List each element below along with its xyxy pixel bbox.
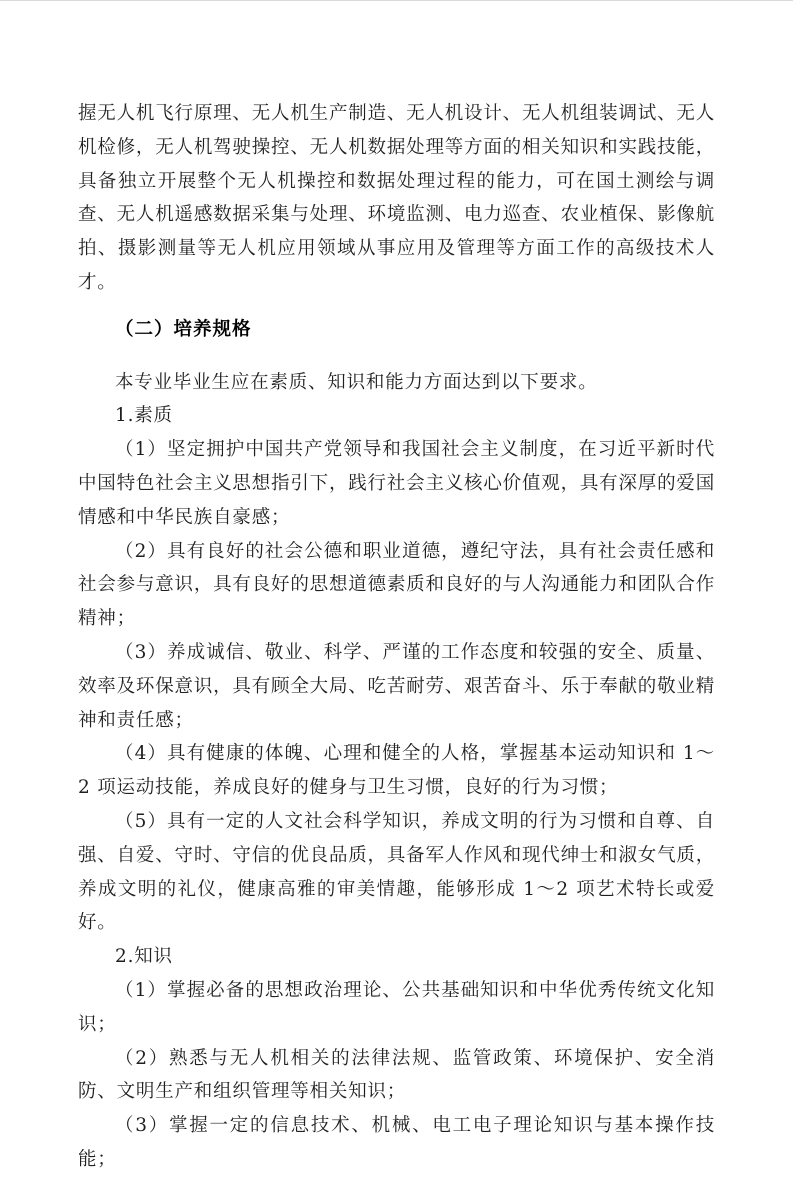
- quality-item-3: （3）养成诚信、敬业、科学、严谨的工作态度和较强的安全、质量、效率及环保意识，具有顾全大局、吃苦耐劳、艰苦奋斗、乐于奉献的敬业精神和责任感；: [78, 641, 715, 731]
- knowledge-item-2: （2）熟悉与无人机相关的法律法规、监管政策、环境保护、安全消防、文明生产和组织管理等相关知识；: [78, 1047, 715, 1103]
- quality-item-4: （4）具有健康的体魄、心理和健全的人格，掌握基本运动知识和 1～2 项运动技能，养成良好的健身与卫生习惯，良好的行为习惯；: [78, 743, 715, 799]
- quality-item-2: （2）具有良好的社会公德和职业道德，遵纪守法，具有社会责任感和社会参与意识，具有良好的思想道德素质和良好的与人沟通能力和团队合作精神；: [78, 540, 715, 630]
- continuation-paragraph: 握无人机飞行原理、无人机生产制造、无人机设计、无人机组装调试、无人机检修，无人机驾驶操控、无人机数据处理等方面的相关知识和实践技能，具备独立开展整个无人机操控和数据处理过程的能力，可在国土测绘与调查、无人机遥感数据采集与处理、环境监测、电力巡查、农业植保、影像航拍、摄影测量等无人机应用领域从事应用及管理等方面工作的高级技术人才。: [78, 103, 715, 293]
- quality-item-1: （1）坚定拥护中国共产党领导和我国社会主义制度，在习近平新时代中国特色社会主义思想指引下，践行社会主义核心价值观，具有深厚的爱国情感和中华民族自豪感；: [78, 439, 715, 528]
- subsection-title-quality: 1.素质: [115, 405, 173, 427]
- document-content: [0, 1, 793, 1177]
- knowledge-item-1: （1）掌握必备的思想政治理论、公共基础知识和中华优秀传统文化知识；: [78, 979, 715, 1035]
- section-heading: （二）培养规格: [115, 318, 252, 340]
- intro-paragraph: 本专业毕业生应在素质、知识和能力方面达到以下要求。: [115, 371, 598, 393]
- subsection-title-knowledge: 2.知识: [115, 946, 173, 968]
- quality-item-5: （5）具有一定的人文社会科学知识，养成文明的行为习惯和自尊、自强、自爱、守时、守信的优良品质，具备军人作风和现代绅士和淑女气质，养成文明的礼仪，健康高雅的审美情趣，能够形成 1～2 项艺术特长或爱好。: [78, 810, 715, 934]
- knowledge-item-3: （3）掌握一定的信息技术、机械、电工电子理论知识与基本操作技能；: [78, 1115, 715, 1170]
